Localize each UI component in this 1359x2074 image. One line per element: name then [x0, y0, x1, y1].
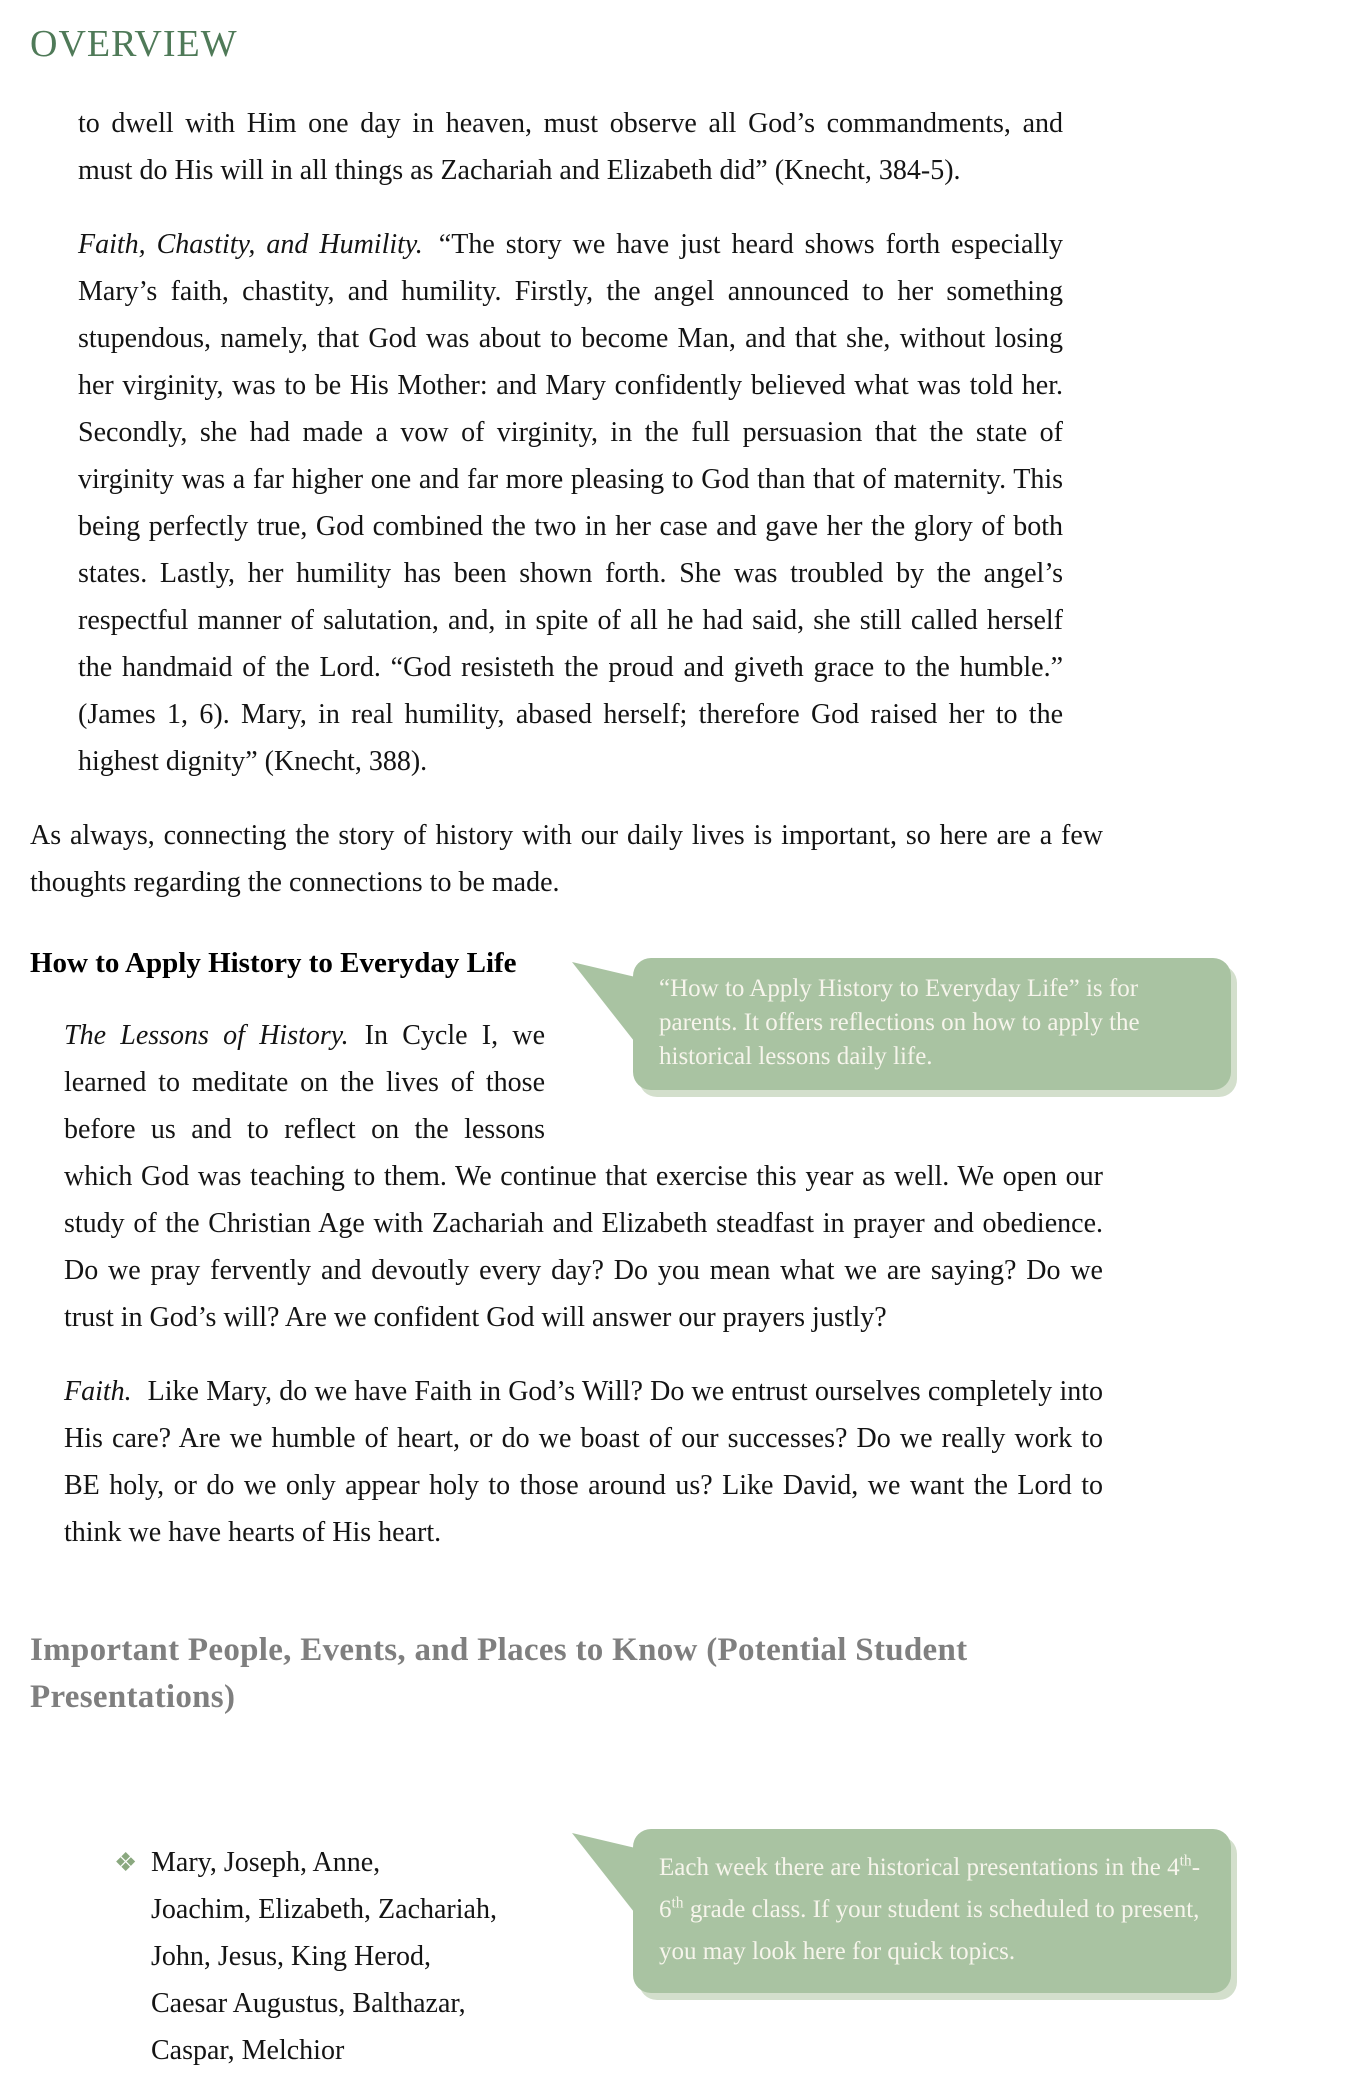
people-names: [151, 1839, 497, 2074]
paragraph-lead: Faith, Chastity, and Humility.: [78, 229, 423, 260]
page-title: OVERVIEW: [30, 23, 238, 65]
paragraph-text: “The story we have just heard shows forth especially Mary’s faith, chastity, and humility. Firstly, the angel announced to her something stupendous, namely, that God was about to become Man, and that she, without losing her virginity, was to be His Mother: and Mary confidently believed what was told her. Secondly, she had made a vow of virginity, in the full persuasion that the state of virginity was a far higher one and far more pleasing to God than that of maternity. This being perfectly true, God combined the two in her case and gave her the glory of both states. Lastly, her humility has been shown forth. She was troubled by the angel’s respectful manner of salutation, and, in spite of all he had said, she still called herself the handmaid of the Lord. “God resisteth the proud and giveth grace to the humble.” (James 1, 6). Mary, in real humility, abased herself; therefore God raised her to the highest dignity” (Knecht, 388).: [78, 229, 1063, 777]
speech-bubble: [633, 1829, 1231, 1993]
connections-paragraph: As always, connecting the story of history with our daily lives is important, so here are a few thoughts regarding the connections to be made.: [30, 820, 1103, 898]
paragraph-text: In Cycle I, we learned to meditate on the lives of those before us and to reflect on the lessons which God was teaching to them. We continue that exercise this year as well. We open our study of the Christian Age with Zachariah and Elizabeth steadfast in prayer and obedience. Do we pray fervently and devoutly every day? Do you mean what we are saying? Do we trust in God’s will? Are we confident God will answer our prayers justly?: [64, 1020, 1103, 1333]
callout-text-segment: grade class. If your student is scheduled to present, you may look here for quick topics.: [659, 1896, 1200, 1965]
apply-history-section: [30, 942, 1140, 1583]
faith-chastity-humility-paragraph: [78, 221, 1063, 785]
superscript: th: [671, 1894, 684, 1912]
important-people-section: [30, 1627, 1201, 2074]
callout-text-segment: Each week there are historical presentations in the 4: [659, 1854, 1180, 1881]
speech-bubble: “How to Apply History to Everyday Life” is for parents. It offers reflections on how to apply the historical lessons daily life.: [633, 958, 1231, 1090]
quote-block: [78, 100, 1063, 785]
superscript: th: [1179, 1852, 1192, 1870]
faith-paragraph: [64, 1368, 1103, 1556]
callout-text-segment: -6: [659, 1854, 1201, 1923]
people-list-line: Caspar, Melchior: [151, 2035, 345, 2066]
people-list-line: Mary, Joseph, Anne,: [151, 1847, 381, 1878]
paragraph-lead: Faith.: [64, 1376, 132, 1407]
important-people-heading: Important People, Events, and Places to Know (Potential Student Presentations): [30, 1632, 968, 1715]
apply-history-heading: How to Apply History to Everyday Life: [30, 947, 517, 979]
intro-quote-paragraph: to dwell with Him one day in heaven, must observe all God’s commandments, and must do His will in all things as Zachariah and Elizabeth did” (Knecht, 384-5).: [78, 108, 1063, 186]
people-list-line: John, Jesus, King Herod,: [151, 1941, 431, 1972]
paragraph-text: Like Mary, do we have Faith in God’s Will? Do we entrust ourselves completely into His care? Are we humble of heart, or do we boast of our successes? Do we really work to BE holy, or do we only appear holy to those around us? Like David, we want the Lord to think we have hearts of His heart.: [64, 1376, 1103, 1548]
list-item: [114, 1839, 545, 2074]
diamond-bullet-icon: ❖: [114, 1848, 138, 1877]
people-list-line: Joachim, Elizabeth, Zachariah,: [151, 1894, 497, 1925]
callout-parents: [571, 958, 1231, 1090]
callout-presentations: [571, 1829, 1231, 1993]
people-list-line: Caesar Augustus, Balthazar,: [151, 1988, 466, 2019]
paragraph-lead: The Lessons of History.: [64, 1020, 349, 1051]
